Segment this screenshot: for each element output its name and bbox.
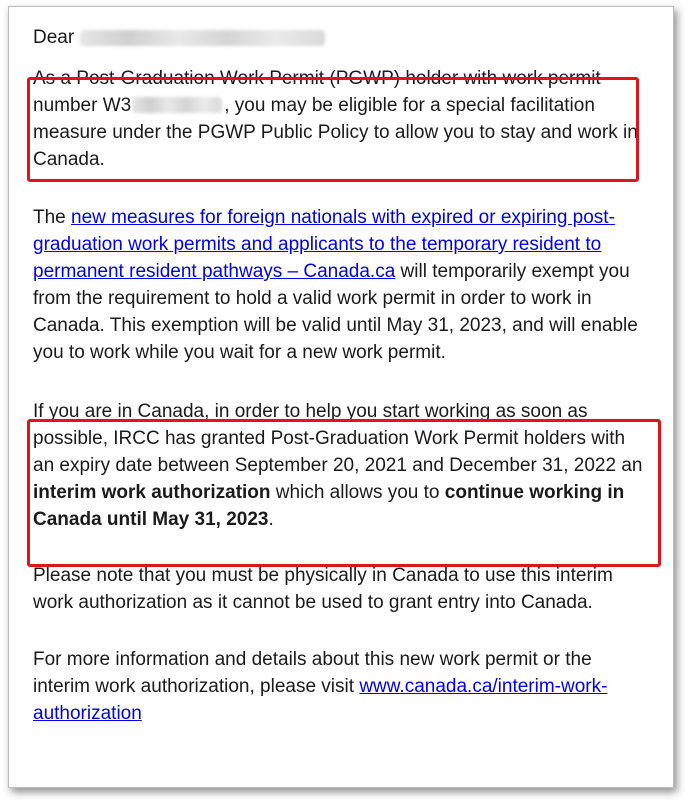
- interim-work-authorization-link[interactable]: www.canada.ca/interim-work-authorization: [33, 676, 608, 724]
- paragraph-text: As a Post-Graduation Work Permit (PGWP) holder with work permit number W3: [33, 68, 601, 116]
- paragraph-text: which allows you to: [270, 482, 445, 503]
- highlight-box-pgwp: [27, 77, 639, 182]
- paragraph-text: will temporarily exempt you from the requirement to hold a valid work permit in order to work in Canada. This exemption will be valid until May 31, 2023, and will enable you to work while you wait for a new work permit.: [33, 261, 638, 363]
- paragraph-physical-presence: Please note that you must be physically in Canada to use this interim work authorization as it cannot be used to grant entry into Canada.: [33, 565, 613, 613]
- greeting: [33, 24, 645, 51]
- highlight-box-interim: [27, 419, 661, 567]
- paragraph-new-measures: [33, 204, 645, 366]
- paragraph-text: The: [33, 207, 72, 228]
- paragraph-text: If you are in Canada, in order to help you start working as soon as possible, IRCC has granted Post-Graduation Work Permit holders with an expiry date between September 20, 2021 and December 31, 2022 an: [33, 401, 643, 476]
- bold-continue-working: continue working in Canada until May 31, 2023: [33, 482, 625, 530]
- paragraph-text: .: [268, 509, 274, 530]
- redacted-name: [80, 30, 325, 46]
- paragraph-text: For more information and details about this new work permit or the interim work authorization, please visit: [33, 649, 592, 697]
- paragraph-more-info: [33, 646, 645, 727]
- bold-interim-work-authorization: interim work authorization: [33, 482, 271, 503]
- paragraph-text: , you may be eligible for a special facilitation measure under the PGWP Public Policy to allow you to stay and work in Canada.: [33, 95, 638, 170]
- greeting-text: Dear: [33, 27, 75, 48]
- new-measures-link[interactable]: new measures for foreign nationals with expired or expiring post-graduation work permits and applicants to the temporary resident to permanent resident pathways – Canada.ca: [33, 207, 615, 282]
